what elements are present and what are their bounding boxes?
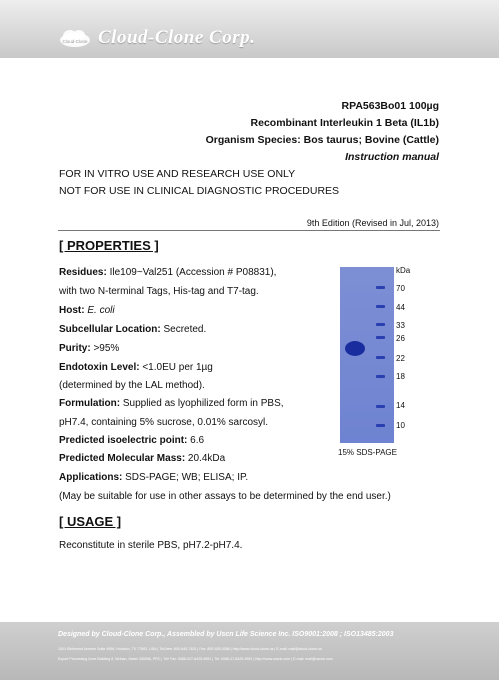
clinical-use-notice: NOT FOR USE IN CLINICAL DIAGNOSTIC PROCEDURES bbox=[59, 185, 340, 197]
endotoxin-row: Endotoxin Level: <1.0EU per 1µg bbox=[59, 362, 213, 373]
isoelectric-point-row: Predicted isoelectric point: 6.6 bbox=[59, 435, 205, 446]
ladder-band bbox=[376, 356, 385, 359]
formulation-row: Formulation: Supplied as lyophilized form in PBS, bbox=[59, 398, 284, 409]
catalog-number: RPA563Bo01 100µg bbox=[341, 100, 439, 112]
molecular-mass-row: Predicted Molecular Mass: 20.4kDa bbox=[59, 453, 226, 464]
ladder-band bbox=[376, 336, 385, 339]
divider bbox=[58, 230, 440, 231]
usage-text: Reconstitute in sterile PBS, pH7.2-pH7.4. bbox=[59, 540, 243, 551]
edition-info: 9th Edition (Revised in Jul, 2013) bbox=[306, 218, 439, 228]
location-row: Subcellular Location: Secreted. bbox=[59, 324, 207, 335]
marker-label: 26 bbox=[396, 334, 405, 343]
footer-address-cn: Export Processing Zone Building 8, Wuhan, Hubei 430056, PRC | Tel/ Fax: 0086-027-8425-9551 | Tel: 0086-27-8425-9551 | http://www.uscnk.com | E-mail: mail@uscnk.com bbox=[58, 657, 333, 661]
host-row: Host: E. coli bbox=[59, 305, 115, 316]
ladder-band bbox=[376, 323, 385, 326]
product-name: Recombinant Interleukin 1 Beta (IL1b) bbox=[250, 117, 439, 129]
marker-label: 10 bbox=[396, 421, 405, 430]
footer-credits: Designed by Cloud-Clone Corp., Assembled by Uscn Life Science Inc. ISO9001:2008 ; ISO13485:2003 bbox=[58, 631, 394, 638]
header-banner bbox=[0, 0, 499, 58]
company-logo bbox=[58, 28, 255, 48]
protein-band bbox=[345, 341, 365, 356]
ladder-band bbox=[376, 286, 385, 289]
residues-row-2: with two N-terminal Tags, His-tag and T7-tag. bbox=[59, 286, 259, 297]
marker-label: 44 bbox=[396, 303, 405, 312]
marker-label: 14 bbox=[396, 401, 405, 410]
ladder-band bbox=[376, 305, 385, 308]
formulation-row-2: pH7.4, containing 5% sucrose, 0.01% sarcosyl. bbox=[59, 417, 268, 428]
gel-unit-label: kDa bbox=[396, 266, 411, 275]
footer-banner bbox=[0, 622, 499, 680]
ladder-band bbox=[376, 424, 385, 427]
marker-label: 18 bbox=[396, 372, 405, 381]
ladder-band bbox=[376, 375, 385, 378]
marker-label: 22 bbox=[396, 354, 405, 363]
applications-row: Applications: SDS-PAGE; WB; ELISA; IP. bbox=[59, 472, 249, 483]
logo-caption: Cloud-Clone bbox=[62, 39, 88, 44]
organism-species: Organism Species: Bos taurus; Bovine (Cattle) bbox=[205, 134, 439, 146]
marker-label: 70 bbox=[396, 284, 405, 293]
properties-heading: [ PROPERTIES ] bbox=[59, 238, 159, 253]
applications-note: (May be suitable for use in other assays to be determined by the end user.) bbox=[59, 491, 391, 502]
document-type: Instruction manual bbox=[345, 151, 439, 163]
endotoxin-row-2: (determined by the LAL method). bbox=[59, 380, 205, 391]
sds-page-gel-image bbox=[340, 267, 394, 443]
usage-heading: [ USAGE ] bbox=[59, 514, 122, 529]
residues-row: Residues: Ile109~Val251 (Accession # P08831), bbox=[59, 267, 277, 278]
footer-address-us: 1001 Richmond Avenue Suite 4956, Houston, TX 77082, USA | Toll-free: 800-640-7402 | Fax: 800-928-0368 | http://www.cloud-clone.us | E-mail: mail@cloud-clone.us bbox=[58, 647, 322, 651]
cloud-logo-icon bbox=[58, 28, 92, 48]
purity-row: Purity: >95% bbox=[59, 343, 120, 354]
company-name: Cloud-Clone Corp. bbox=[98, 27, 256, 48]
ladder-band bbox=[376, 405, 385, 408]
research-use-notice: FOR IN VITRO USE AND RESEARCH USE ONLY bbox=[59, 168, 296, 180]
gel-caption: 15% SDS-PAGE bbox=[338, 448, 397, 457]
marker-label: 33 bbox=[396, 321, 405, 330]
